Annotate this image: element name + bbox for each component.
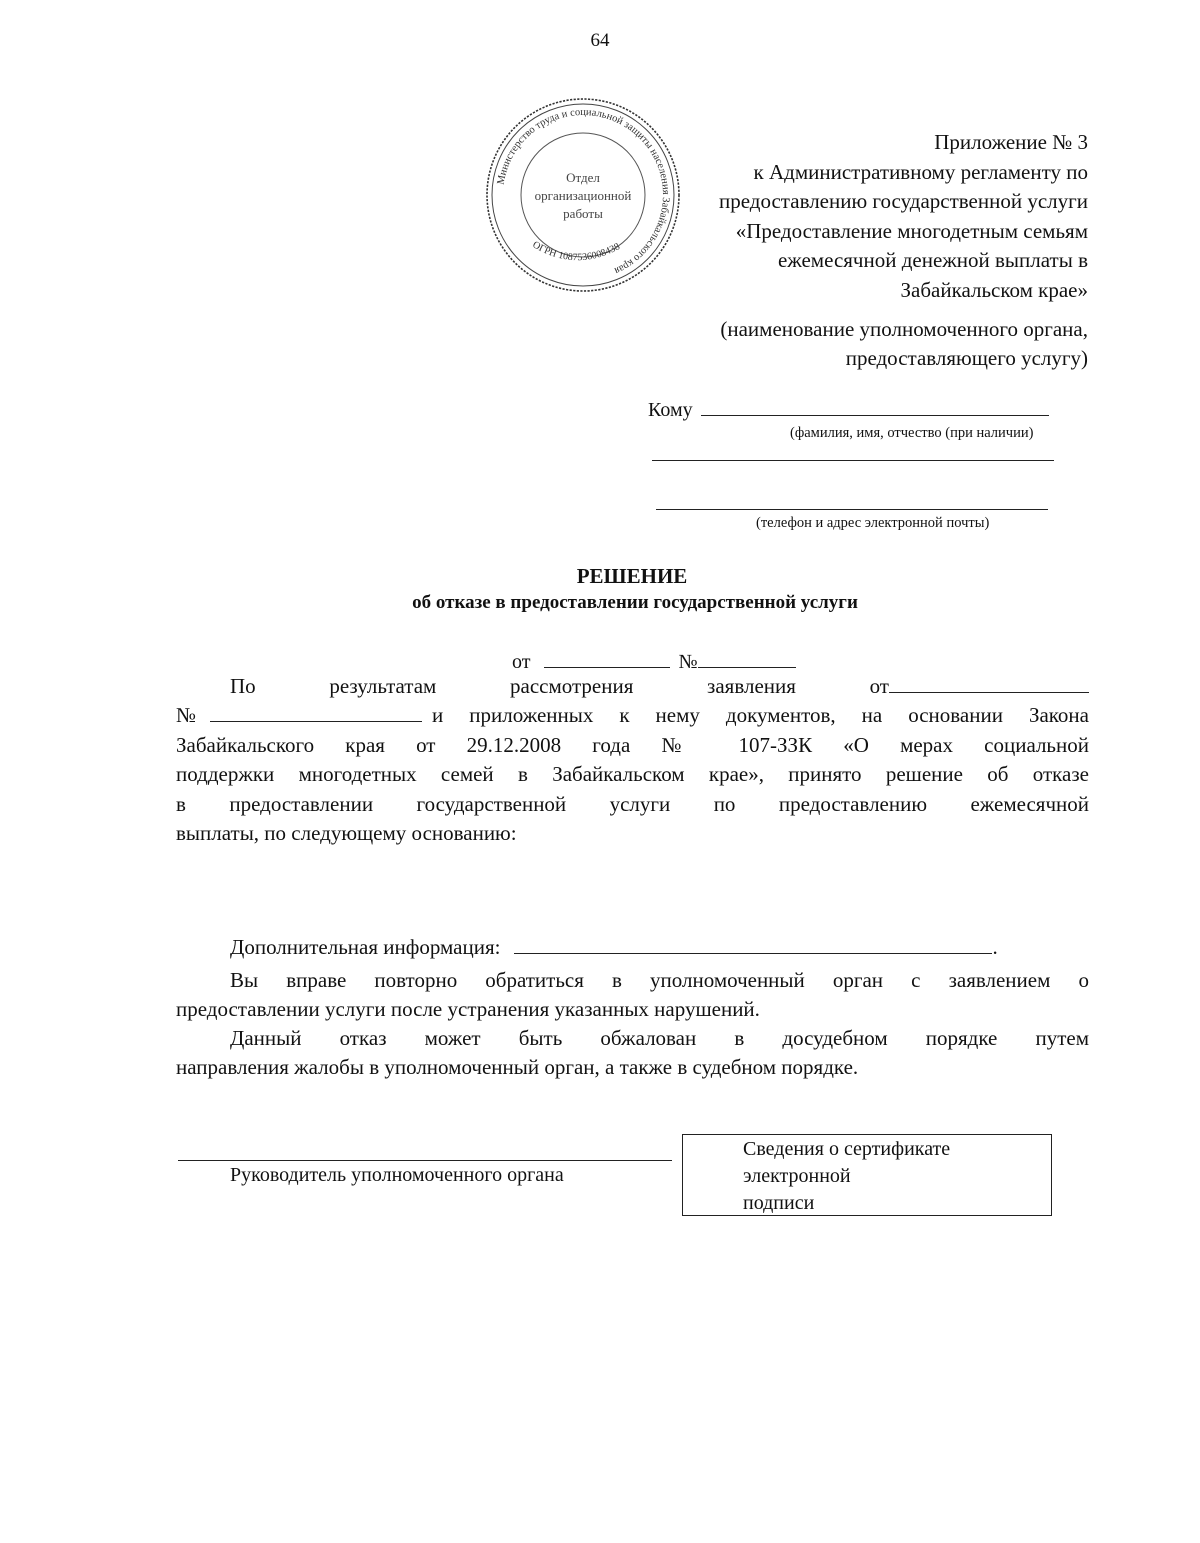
paragraph-line [176, 672, 1089, 701]
paragraph-line [176, 701, 1089, 730]
word: результатам [329, 674, 437, 698]
authority-line: предоставляющего услугу) [845, 346, 1088, 370]
certificate-box [682, 1134, 1052, 1216]
paragraph-line: Данный отказ может быть обжалован в досудебном порядке путем [230, 1026, 1089, 1050]
page-number: 64 [590, 30, 610, 51]
paragraph-line: предоставлении услуги после устранения указанных нарушений. [176, 997, 760, 1022]
additional-info-label: Дополнительная информация: [230, 935, 501, 959]
decision-date-field[interactable] [544, 649, 670, 668]
recipient-extra-field[interactable] [652, 460, 1054, 461]
period: . [992, 935, 998, 959]
decision-dateline [512, 649, 796, 674]
stamp-ring-text: Министерство труда и социальной защиты населения Забайкальского края [495, 106, 672, 277]
paragraph-text: и приложенных к нему документов, на основании Закона [432, 703, 1089, 728]
certificate-line: Сведения о сертификате [743, 1138, 951, 1160]
stamp-center-line: работы [563, 206, 603, 221]
date-label: от [512, 651, 531, 673]
application-number-field[interactable] [210, 703, 422, 722]
number-label: № [176, 703, 197, 728]
paragraph-line: Вы вправе повторно обратиться в уполномоченный орган с заявлением о [230, 968, 1089, 992]
recipient-row [648, 397, 1049, 422]
decision-number-field[interactable] [698, 649, 796, 668]
application-date-field[interactable] [889, 674, 1089, 693]
appendix-line: Забайкальском крае» [900, 277, 1088, 302]
certificate-line: подписи [743, 1192, 815, 1214]
appendix-block [648, 128, 1088, 305]
appendix-line: ежемесячной денежной выплаты в [777, 248, 1088, 272]
paragraph-line: Забайкальского края от 29.12.2008 года № 107-ЗЗК «О мерах социальной [176, 732, 1089, 757]
authority-line: (наименование уполномоченного органа, [720, 317, 1088, 341]
paragraph-line: направления жалобы в уполномоченный орган, а также в судебном порядке. [176, 1055, 859, 1080]
certificate-line: электронной [743, 1165, 851, 1187]
application-date-group [870, 672, 1089, 701]
document-subtitle: об отказе в предоставлении государственной услуги [412, 592, 858, 613]
paragraph-line: в предоставлении государственной услуги по предоставлению ежемесячной [176, 791, 1089, 816]
stamp-ogrn: ОГРН 1087536008438 [530, 239, 622, 264]
appeal-paragraph [176, 1024, 1089, 1083]
additional-info-row [176, 933, 1089, 962]
paragraph-line: выплаты, по следующему основанию: [176, 821, 517, 846]
additional-info-field[interactable] [514, 935, 992, 954]
word: заявления [707, 674, 796, 698]
recipient-name-caption: (фамилия, имя, отчество (при наличии) [790, 425, 1034, 441]
appendix-line: к Административному регламенту по [753, 159, 1088, 184]
word: рассмотрения [510, 674, 634, 698]
document-title: РЕШЕНИЕ [576, 564, 688, 588]
word: По [230, 674, 256, 698]
word: от [869, 674, 889, 698]
number-label: № [678, 651, 698, 673]
recipient-name-field[interactable] [701, 397, 1049, 416]
paragraph-line: поддержки многодетных семей в Забайкальском крае», принято решение об отказе [176, 762, 1089, 787]
reapply-paragraph [176, 966, 1089, 1025]
decision-paragraph [176, 672, 1089, 848]
authority-placeholder [628, 315, 1088, 373]
recipient-contacts-caption: (телефон и адрес электронной почты) [756, 515, 990, 531]
signature-line[interactable] [178, 1160, 672, 1161]
paragraph-line [176, 933, 1089, 962]
appendix-line: Приложение № 3 [934, 130, 1088, 154]
signature-label: Руководитель уполномоченного органа [230, 1164, 564, 1186]
appendix-line: предоставлению государственной услуги [719, 189, 1088, 213]
recipient-contacts-field[interactable] [656, 509, 1048, 510]
recipient-label: Кому [648, 399, 693, 421]
stamp-center-line: организационной [534, 188, 632, 203]
stamp-center-line: Отдел [566, 170, 600, 185]
appendix-line: «Предоставление многодетным семьям [735, 218, 1088, 243]
